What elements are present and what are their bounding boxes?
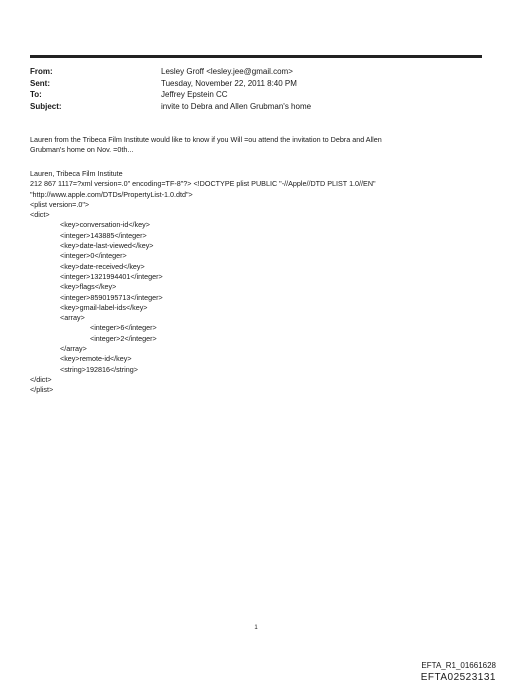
text-line: Grubman's home on Nov. =0th... — [30, 145, 134, 155]
header-divider — [30, 55, 482, 58]
dict-line: <string>192816</string> — [60, 364, 138, 374]
dict-line: </array> — [60, 344, 87, 354]
dict-line: <integer>1321994401</integer> — [60, 271, 163, 281]
dict-line: <integer>8590195713</integer> — [60, 292, 163, 302]
dict-line: <key>date-last-viewed</key> — [60, 241, 154, 251]
page-number: 1 — [254, 625, 258, 631]
dict-line: <key>gmail-label-ids</key> — [60, 302, 148, 312]
from-label: From: — [30, 67, 53, 76]
to-row — [30, 89, 311, 101]
message-paragraph-2 — [30, 169, 480, 396]
to-label: To: — [30, 90, 42, 99]
array-line: <integer>6</integer> — [90, 323, 157, 333]
text-line: Lauren from the Tribeca Film Institute would like to know if you Will =ou attend the invitation to Debra and Allen — [30, 135, 382, 144]
dict-line: <key>date-received</key> — [60, 261, 145, 271]
subject-label: Subject: — [30, 101, 62, 111]
dict-line: <integer>0</integer> — [60, 251, 127, 261]
from-value: Lesley Groff <lesley.jee@gmail.com> — [161, 67, 293, 76]
closing-line: </dict> — [30, 374, 52, 384]
dict-line: <key>remote-id</key> — [60, 354, 132, 364]
subject-value: invite to Debra and Allen Grubman's home — [161, 101, 312, 111]
bates-stamp-primary: EFTA_R1_01661628 — [421, 661, 496, 670]
text-line: <plist version=.0"> — [30, 199, 90, 209]
dict-line: <array> — [60, 313, 85, 323]
text-line: 212 867 1117=?xml version=.0" encoding=TF-8"?> <!DOCTYPE plist PUBLIC "-//Apple//DTD PLIST 1.0//EN" — [30, 179, 376, 189]
to-value: Jeffrey Epstein CC — [161, 90, 228, 99]
bates-stamp-secondary: EFTA02523131 — [420, 672, 496, 683]
dict-line: <integer>143885</integer> — [60, 230, 147, 240]
text-line: "http://www.apple.com/DTDs/PropertyList-1.0.dtd"> — [30, 189, 193, 199]
dict-line: <key>flags</key> — [60, 282, 117, 292]
sent-value: Tuesday, November 22, 2011 8:40 PM — [161, 78, 297, 88]
closing-line: </plist> — [30, 385, 54, 395]
array-line: <integer>2</integer> — [90, 333, 157, 343]
from-row — [30, 66, 311, 78]
sent-row — [30, 78, 311, 90]
dict-line: <key>conversation-id</key> — [60, 220, 150, 230]
subject-row — [30, 101, 311, 113]
sent-label: Sent: — [30, 78, 50, 88]
text-line: Lauren, Tribeca Film Institute — [30, 169, 123, 178]
email-header — [30, 66, 311, 112]
text-line: <dict> — [30, 210, 50, 220]
message-paragraph-1 — [30, 135, 480, 156]
